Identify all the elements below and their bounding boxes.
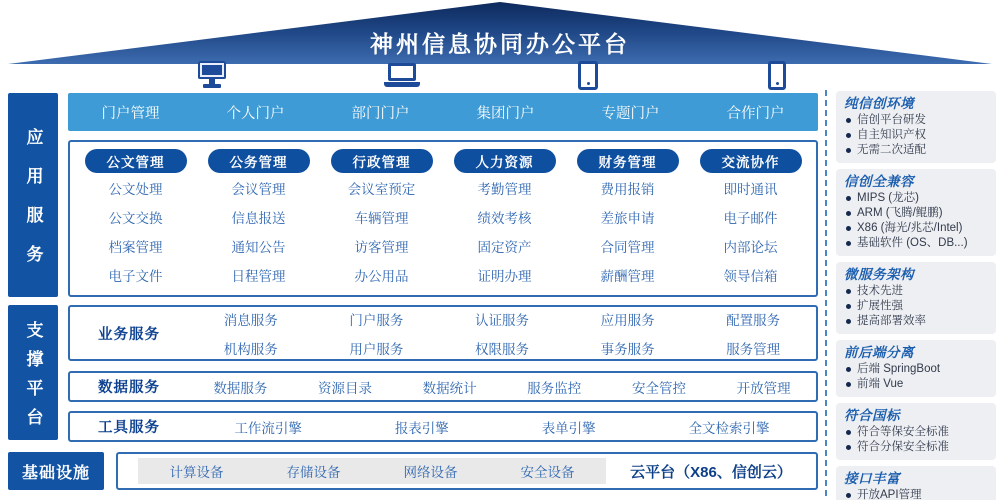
module-item: 会议管理 <box>231 181 286 197</box>
monitor-icon <box>196 61 230 90</box>
business-services-box <box>68 305 818 361</box>
feature-section-microservice <box>836 262 996 334</box>
business-services-items <box>188 309 816 358</box>
service-item: 数据服务 <box>213 380 268 396</box>
feature-section-title: 符合国标 <box>844 408 900 423</box>
feature-bullet: 自主知识产权 <box>844 128 988 143</box>
feature-section-title: 接口丰富 <box>844 471 900 486</box>
service-item: 配置服务 <box>726 312 781 328</box>
service-item: 服务管理 <box>726 341 781 357</box>
feature-bullet: 前端 Vue <box>844 377 988 392</box>
module-item: 差旅申请 <box>600 210 655 226</box>
service-item: 事务服务 <box>600 341 655 357</box>
service-item: 报表引擎 <box>394 420 449 436</box>
left-rail-infrastructure-label: 基础设施 <box>21 464 90 482</box>
feature-section-title: 纯信创环境 <box>844 96 914 111</box>
module-item: 领导信箱 <box>723 268 778 284</box>
portal-item: 合作门户 <box>726 105 785 122</box>
tool-services-box <box>68 411 818 442</box>
module-column-official <box>197 149 320 289</box>
module-column-collab <box>689 149 812 289</box>
portal-item: 集团门户 <box>476 105 535 122</box>
infrastructure-box <box>116 452 818 490</box>
module-items <box>689 173 812 289</box>
platform-title: 神州信息协同办公平台 <box>370 31 630 57</box>
module-item: 日程管理 <box>231 268 286 284</box>
tool-services-items <box>188 417 816 437</box>
module-column-document <box>74 149 197 289</box>
module-item: 电子文件 <box>108 268 163 284</box>
service-item: 用户服务 <box>349 341 404 357</box>
service-item: 服务监控 <box>527 380 582 396</box>
feature-bullet-list <box>844 113 988 158</box>
module-item: 通知公告 <box>231 239 286 255</box>
feature-section-national-standard <box>836 403 996 460</box>
module-items <box>320 173 443 289</box>
module-item: 公文处理 <box>108 181 163 197</box>
left-rail-infrastructure <box>8 452 104 490</box>
data-services-box <box>68 371 818 402</box>
module-pill: 人力资源 <box>454 149 556 173</box>
infra-item: 计算设备 <box>169 465 224 480</box>
module-items <box>74 173 197 289</box>
feature-bullet-list <box>844 191 988 251</box>
portal-bar <box>68 93 818 131</box>
feature-bullet-list <box>844 284 988 329</box>
data-services-items <box>188 377 816 397</box>
feature-bullet: 符合分保安全标准 <box>844 440 988 455</box>
tablet-icon <box>578 61 598 90</box>
infra-item: 网络设备 <box>403 465 458 480</box>
vertical-dashed-divider <box>825 90 827 496</box>
portal-item: 部门门户 <box>351 105 410 122</box>
module-pill: 公务管理 <box>208 149 310 173</box>
module-item: 证明办理 <box>477 268 532 284</box>
service-item: 工作流引擎 <box>234 420 302 436</box>
left-rail-app-services-label: 应用服务 <box>23 128 43 284</box>
feature-bullet: 符合等保安全标准 <box>844 425 988 440</box>
infra-item: 存储设备 <box>286 465 341 480</box>
service-item: 权限服务 <box>474 341 529 357</box>
feature-section-title: 信创全兼容 <box>844 174 914 189</box>
feature-section-frontend-backend <box>836 340 996 397</box>
service-item: 认证服务 <box>474 312 529 328</box>
feature-bullet-list <box>844 362 988 392</box>
portal-item: 门户管理 <box>101 105 160 122</box>
feature-bullet: 开放API管理 <box>844 488 988 500</box>
feature-bullet: 信创平台研发 <box>844 113 988 128</box>
infrastructure-devices <box>138 458 606 484</box>
module-item: 即时通讯 <box>723 181 778 197</box>
feature-bullet-list <box>844 425 988 455</box>
feature-section-api <box>836 466 996 500</box>
module-item: 费用报销 <box>600 181 655 197</box>
service-item: 全文检索引擎 <box>688 420 770 436</box>
feature-bullet: X86 (海光/兆芯/Intel) <box>844 221 988 236</box>
feature-section-title: 微服务架构 <box>844 267 914 282</box>
service-item: 表单引擎 <box>541 420 596 436</box>
module-item: 车辆管理 <box>354 210 409 226</box>
module-column-hr <box>443 149 566 289</box>
module-items <box>566 173 689 289</box>
module-item: 内部论坛 <box>723 239 778 255</box>
feature-bullet: 后端 SpringBoot <box>844 362 988 377</box>
feature-section-title: 前后端分离 <box>844 345 914 360</box>
feature-bullet: 技术先进 <box>844 284 988 299</box>
laptop-icon <box>384 63 420 89</box>
module-items <box>443 173 566 289</box>
module-item: 公文交换 <box>108 210 163 226</box>
module-pill: 公文管理 <box>85 149 187 173</box>
feature-bullet: 基础软件 (OS、DB...) <box>844 236 988 251</box>
module-item: 信息报送 <box>231 210 286 226</box>
service-item: 应用服务 <box>600 312 655 328</box>
service-item: 消息服务 <box>223 312 278 328</box>
cloud-platform-label: 云平台（X86、信创云） <box>630 463 792 481</box>
app-services-box <box>68 140 818 297</box>
service-item: 资源目录 <box>317 380 372 396</box>
module-pill: 交流协作 <box>700 149 802 173</box>
feature-bullet: ARM (飞腾/鲲鹏) <box>844 206 988 221</box>
service-item: 门户服务 <box>349 312 404 328</box>
module-item: 固定资产 <box>477 239 532 255</box>
module-item: 薪酬管理 <box>600 268 655 284</box>
left-rail-app-services <box>8 93 58 297</box>
left-rail-support-platform <box>8 305 58 440</box>
phone-icon <box>768 61 786 90</box>
module-pill: 行政管理 <box>331 149 433 173</box>
portal-item: 个人门户 <box>226 105 285 122</box>
feature-bullet: MIPS (龙芯) <box>844 191 988 206</box>
module-item: 访客管理 <box>354 239 409 255</box>
infra-item: 安全设备 <box>520 465 575 480</box>
feature-section-compatibility <box>836 169 996 256</box>
right-feature-panel <box>836 91 996 500</box>
module-column-admin <box>320 149 443 289</box>
tool-services-label: 工具服务 <box>98 420 160 436</box>
feature-bullet: 无需二次适配 <box>844 143 988 158</box>
module-item: 合同管理 <box>600 239 655 255</box>
module-item: 绩效考核 <box>477 210 532 226</box>
portal-item: 专题门户 <box>601 105 660 122</box>
data-services-label: 数据服务 <box>98 380 160 396</box>
service-item: 开放管理 <box>736 380 791 396</box>
module-item: 会议室预定 <box>347 181 416 197</box>
module-item: 档案管理 <box>108 239 163 255</box>
module-column-finance <box>566 149 689 289</box>
module-pill: 财务管理 <box>577 149 679 173</box>
feature-bullet-list <box>844 488 988 500</box>
service-item: 安全管控 <box>631 380 686 396</box>
module-item: 办公用品 <box>354 268 409 284</box>
module-item: 考勤管理 <box>477 181 532 197</box>
business-services-label: 业务服务 <box>98 326 160 343</box>
feature-bullet: 提高部署效率 <box>844 314 988 329</box>
module-items <box>197 173 320 289</box>
module-item: 电子邮件 <box>723 210 778 226</box>
service-item: 机构服务 <box>223 341 278 357</box>
feature-bullet: 扩展性强 <box>844 299 988 314</box>
left-rail-support-platform-label: 支撑平台 <box>23 320 43 437</box>
service-item: 数据统计 <box>422 380 477 396</box>
feature-section-xinchuang-env <box>836 91 996 163</box>
